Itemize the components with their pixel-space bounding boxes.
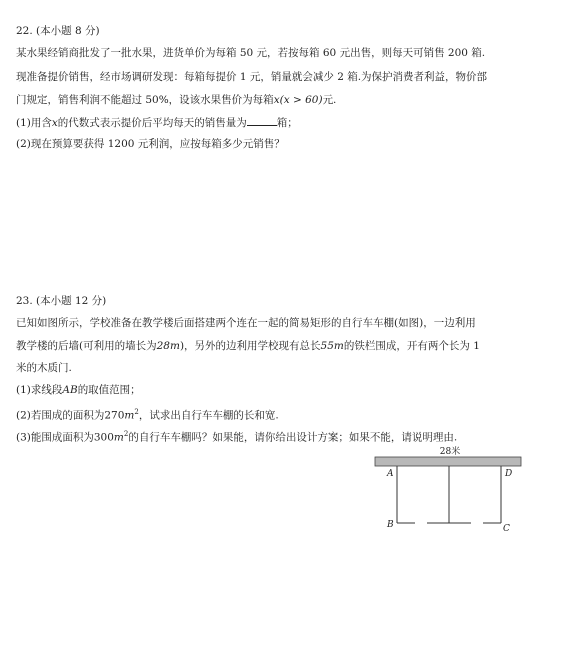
q23-part2-unit: m	[124, 409, 135, 422]
q22-text-line3	[16, 93, 336, 107]
point-b-label: B	[387, 520, 394, 530]
q22-line3-pre: 门规定，销售利润不能超过 50%，设该水果售价为每箱	[16, 94, 274, 106]
q23-part1	[16, 383, 141, 397]
q23-line2-pre: 教学楼的后墙(可利用的墙长为	[16, 340, 157, 352]
wall-length-label: 28米	[439, 447, 461, 457]
q23-part2-exp: 2	[134, 408, 139, 416]
q23-text-line3: 米的木质门.	[16, 362, 72, 374]
q22-price-variable: x(x > 60)	[273, 94, 323, 106]
q23-part2-pre: (2)若围成的面积为	[16, 409, 105, 422]
q23-part3-num: 300	[93, 431, 114, 444]
q23-part1-post: 的取值范围；	[77, 384, 141, 396]
q22-part2: (2)现在预算要获得 1200 元利润，应按每箱多少元销售？	[16, 138, 285, 150]
q23-fence-length: 55m	[320, 340, 344, 352]
q23-part3-post: 的自行车车棚吗？如果能，请你给出设计方案；如果不能，请说明理由.	[128, 431, 458, 444]
q22-part1-end: 箱；	[276, 117, 298, 129]
q23-wall-length: 28m	[156, 340, 180, 352]
q22-part1	[16, 115, 298, 130]
q23-part3-unit: m	[113, 431, 124, 444]
bike-shed-figure	[370, 440, 530, 540]
q23-part3-pre: (3)能围成面积为	[16, 431, 94, 444]
point-c-label: C	[503, 524, 510, 534]
q23-part3-exp: 2	[123, 430, 129, 438]
q22-part1-var: x	[51, 117, 58, 129]
q23-line2-mid: )，另外的边利用学校现有总长	[179, 340, 321, 352]
q22-text-line1: 某水果经销商批发了一批水果，进货单价为每箱 50 元，若按每箱 60 元出售，则每天可销售 200 箱.	[16, 47, 486, 59]
q23-part2-post: ，试求出自行车车棚的长和宽.	[138, 409, 279, 422]
q23-text-line1: 已知如图所示，学校准备在教学楼后面搭建两个连在一起的简易矩形的自行车车棚(如图)，一边利用	[16, 317, 476, 329]
q23-part2-num: 270	[104, 409, 125, 422]
q23-text-line2	[16, 339, 480, 353]
q23-line2-post: 的铁栏围成，开有两个长为 1	[343, 340, 480, 352]
q23-part1-pre: (1)求线段	[16, 384, 63, 396]
q22-title: 22. (本小题 8 分)	[16, 25, 100, 37]
answer-blank[interactable]	[247, 115, 277, 126]
building-wall	[375, 457, 521, 466]
point-d-label: D	[505, 469, 513, 479]
q23-segment-ab: AB	[62, 384, 78, 396]
q23-title: 23. (本小题 12 分)	[16, 295, 107, 307]
q22-part1-pre: (1)用含	[16, 117, 52, 129]
q23-part2	[16, 405, 279, 423]
q22-text-line2: 现准备提价销售，经市场调研发现：每箱每提价 1 元，销量就会减少 2 箱.为保护消费者利益，物价部	[16, 71, 488, 83]
q22-part1-post: 的代数式表示提价后平均每天的销售量为	[57, 117, 247, 129]
q22-line3-post: 元.	[322, 94, 337, 106]
point-a-label: A	[387, 469, 394, 479]
